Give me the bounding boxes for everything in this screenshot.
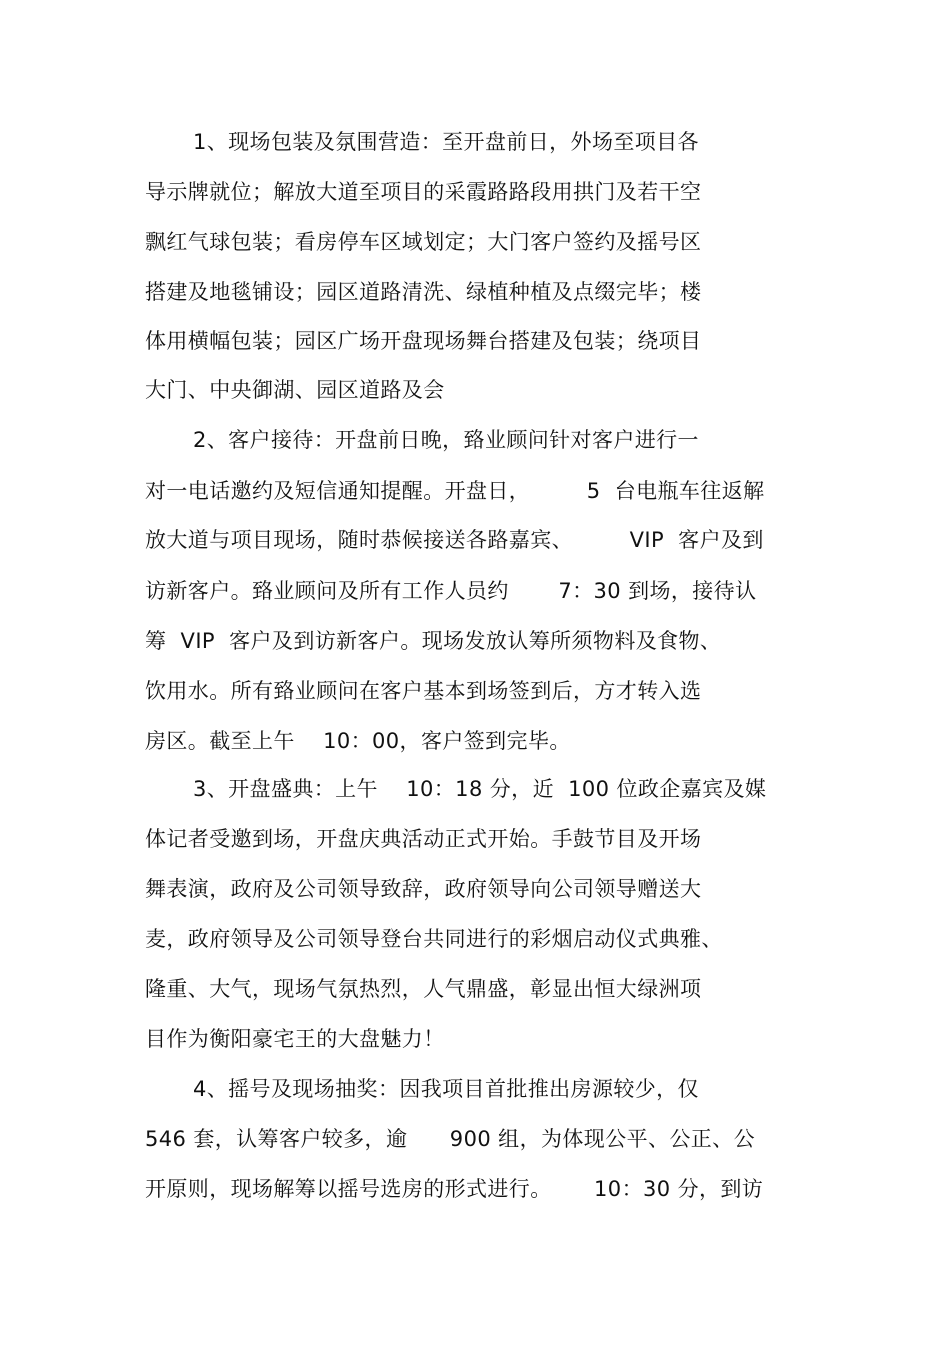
para2-line1: 2、客户接待：开盘前日晚，臵业顾问针对客户进行一 [193,428,699,452]
para3-line4: 麦，政府领导及公司领导登台共同进行的彩烟启动仪式典雅、 [145,927,723,951]
para2-line6: 饮用水。所有臵业顾问在客户基本到场签到后，方才转入选 [145,679,702,703]
para1-line4: 搭建及地毯铺设；园区道路清洗、绿植种植及点缀完毕；楼 [145,280,702,304]
para3-line5: 隆重、大气，现场气氛热烈，人气鼎盛，彰显出恒大绿洲项 [145,977,702,1001]
para4-line3: 开原则，现场解筹以摇号选房的形式进行。 10：30 分，到访 [145,1177,764,1201]
para3-line1: 3、开盘盛典：上午 10：18 分，近 100 位政企嘉宾及媒 [193,777,767,801]
para4-line1: 4、摇号及现场抽奖：因我项目首批推出房源较少，仅 [193,1077,699,1101]
para2-line4: 访新客户。臵业顾问及所有工作人员约 7：30 到场，接待认 [145,579,757,603]
para1-line6: 大门、中央御湖、园区道路及会 [145,378,445,402]
para2-line5: 筹 VIP 客户及到访新客户。现场发放认筹所须物料及食物、 [145,629,722,653]
para1-line3: 飘红气球包装；看房停车区域划定；大门客户签约及摇号区 [145,230,702,254]
para2-line7: 房区。截至上午 10：00，客户签到完毕。 [145,729,571,753]
para3-line2: 体记者受邀到场，开盘庆典活动正式开始。手鼓节目及开场 [145,827,702,851]
para3-line3: 舞表演，政府及公司领导致辞，政府领导向公司领导赠送大 [145,877,702,901]
para1-line1: 1、现场包装及氛围营造：至开盘前日，外场至项目各 [193,130,699,154]
para1-line5: 体用横幅包装；园区广场开盘现场舞台搭建及包装；绕项目 [145,329,702,353]
para4-line2: 546 套，认筹客户较多，逾 900 组，为体现公平、公正、公 [145,1127,755,1151]
para2-line3: 放大道与项目现场，随时恭候接送各路嘉宾、 VIP 客户及到 [145,528,764,552]
para3-line6: 目作为衡阳豪宅王的大盘魅力！ [145,1027,445,1051]
para2-line2: 对一电话邀约及短信通知提醒。开盘日， 5 台电瓶车往返解 [145,479,765,503]
para1-line2: 导示牌就位；解放大道至项目的采霞路路段用拱门及若干空 [145,180,702,204]
